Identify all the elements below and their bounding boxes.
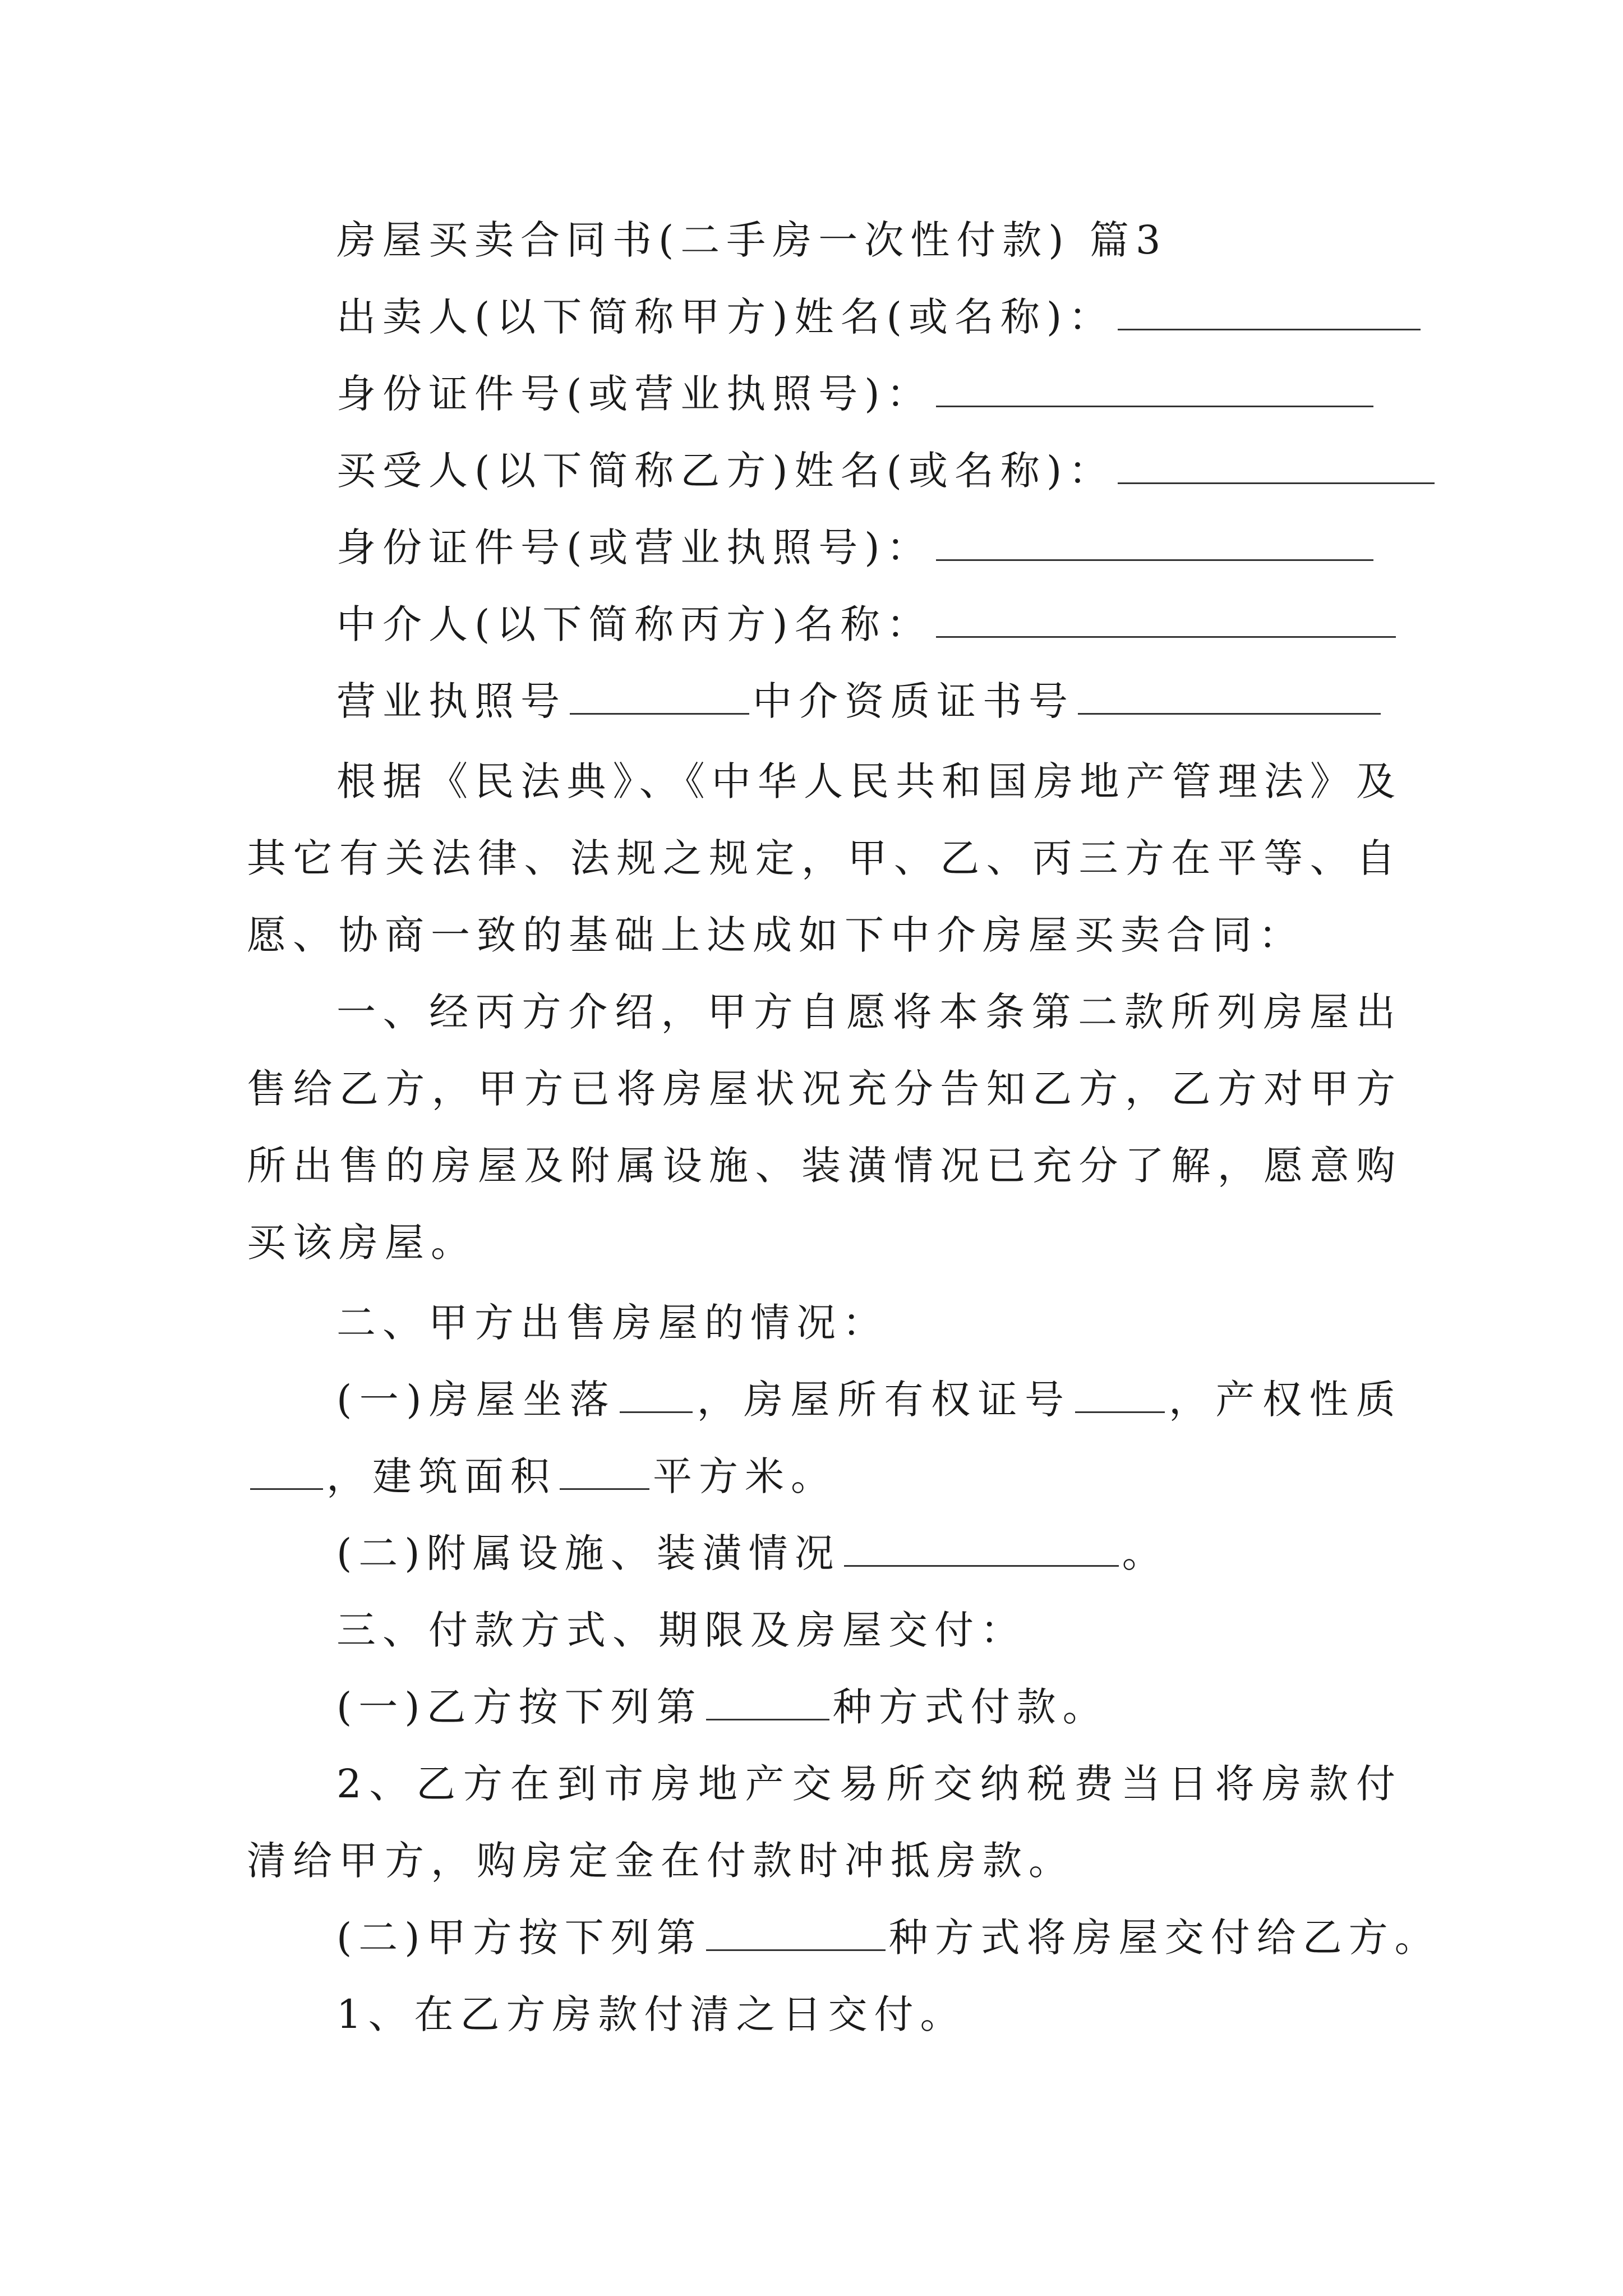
clause-3-3-end: 种方式将房屋交付给乙方。 — [888, 1915, 1441, 1961]
qualification-label: 中介资质证书号 — [753, 678, 1075, 724]
seller-id-blank — [936, 371, 1373, 407]
seller-id-row — [247, 356, 1402, 432]
clause-2-1-paragraph — [247, 1361, 1402, 1515]
property-nature-blank — [250, 1453, 323, 1490]
clause-2-1-nature-label: ，产权性质 — [1168, 1377, 1403, 1423]
buyer-name-label: 买受人(以下简称乙方)姓名(或名称)： — [336, 448, 1115, 494]
clause-2-1-cert-label: ，房屋所有权证号 — [696, 1377, 1072, 1423]
clause-3-1-label: (一)乙方按下列第 — [336, 1684, 703, 1730]
area-blank — [560, 1453, 649, 1490]
clause-3-heading — [247, 1592, 1402, 1669]
clause-3-4-row — [247, 1976, 1402, 2053]
license-row — [247, 663, 1402, 740]
clause-1-paragraph: 一、经丙方介绍，甲方自愿将本条第二款所列房屋出售给乙方，甲方已将房屋状况充分告知乙方，乙方对甲方所出售的房屋及附属设施、装潢情况已充分了解，愿意购买该房屋。 — [247, 989, 1402, 1266]
payment-method-blank — [706, 1684, 829, 1720]
clause-2-heading-text: 二、甲方出售房屋的情况： — [336, 1300, 888, 1346]
agent-name-label: 中介人(以下简称丙方)名称： — [336, 601, 933, 647]
clause-3-1-row — [247, 1669, 1402, 1746]
contract-body — [247, 202, 1441, 2053]
buyer-id-blank — [936, 524, 1373, 561]
clause-3-2-paragraph: 2、乙方在到市房地产交易所交纳税费当日将房款付清给甲方，购房定金在付款时冲抵房款。 — [247, 1761, 1402, 1884]
clause-2-2-end: 。 — [1122, 1530, 1168, 1576]
title-text: 房屋买卖合同书(二手房一次性付款) 篇3 — [336, 217, 1168, 263]
license-label: 营业执照号 — [336, 678, 566, 724]
seller-name-row — [247, 279, 1402, 356]
facilities-blank — [844, 1530, 1119, 1567]
preamble-paragraph: 根据《民法典》、《中华人民共和国房地产管理法》及其它有关法律、法规之规定，甲、乙、丙三方在平等、自愿、协商一致的基础上达成如下中介房屋买卖合同： — [247, 758, 1402, 958]
clause-3-1-end: 种方式付款。 — [832, 1684, 1109, 1730]
clause-2-1-area-label: ，建筑面积 — [326, 1453, 556, 1499]
delivery-method-blank — [706, 1915, 886, 1951]
qualification-blank — [1078, 678, 1381, 715]
clause-2-2-row — [247, 1515, 1402, 1592]
clause-3-heading-text: 三、付款方式、期限及房屋交付： — [336, 1607, 1026, 1653]
document-title — [247, 202, 1402, 279]
agent-name-row — [247, 586, 1402, 663]
buyer-name-blank — [1118, 448, 1435, 484]
clause-2-1-unit: 平方米。 — [653, 1453, 837, 1499]
clause-3-4-text: 1、在乙方房款付清之日交付。 — [336, 1991, 966, 2037]
clause-3-3-label: (二)甲方按下列第 — [336, 1915, 703, 1961]
clause-3-3-row — [247, 1899, 1441, 1976]
seller-id-label: 身份证件号(或营业执照号)： — [336, 371, 933, 417]
buyer-name-row — [247, 432, 1402, 509]
buyer-id-label: 身份证件号(或营业执照号)： — [336, 524, 933, 570]
buyer-id-row — [247, 509, 1402, 586]
clause-2-heading — [247, 1285, 1402, 1361]
agent-name-blank — [936, 601, 1396, 638]
license-blank — [570, 678, 749, 715]
clause-2-2-label: (二)附属设施、装潢情况 — [336, 1530, 841, 1576]
location-blank — [620, 1377, 693, 1413]
seller-name-label: 出卖人(以下简称甲方)姓名(或名称)： — [336, 294, 1115, 340]
clause-2-1-location-label: (一)房屋坐落 — [336, 1377, 617, 1423]
seller-name-blank — [1118, 294, 1421, 330]
cert-number-blank — [1075, 1377, 1165, 1413]
